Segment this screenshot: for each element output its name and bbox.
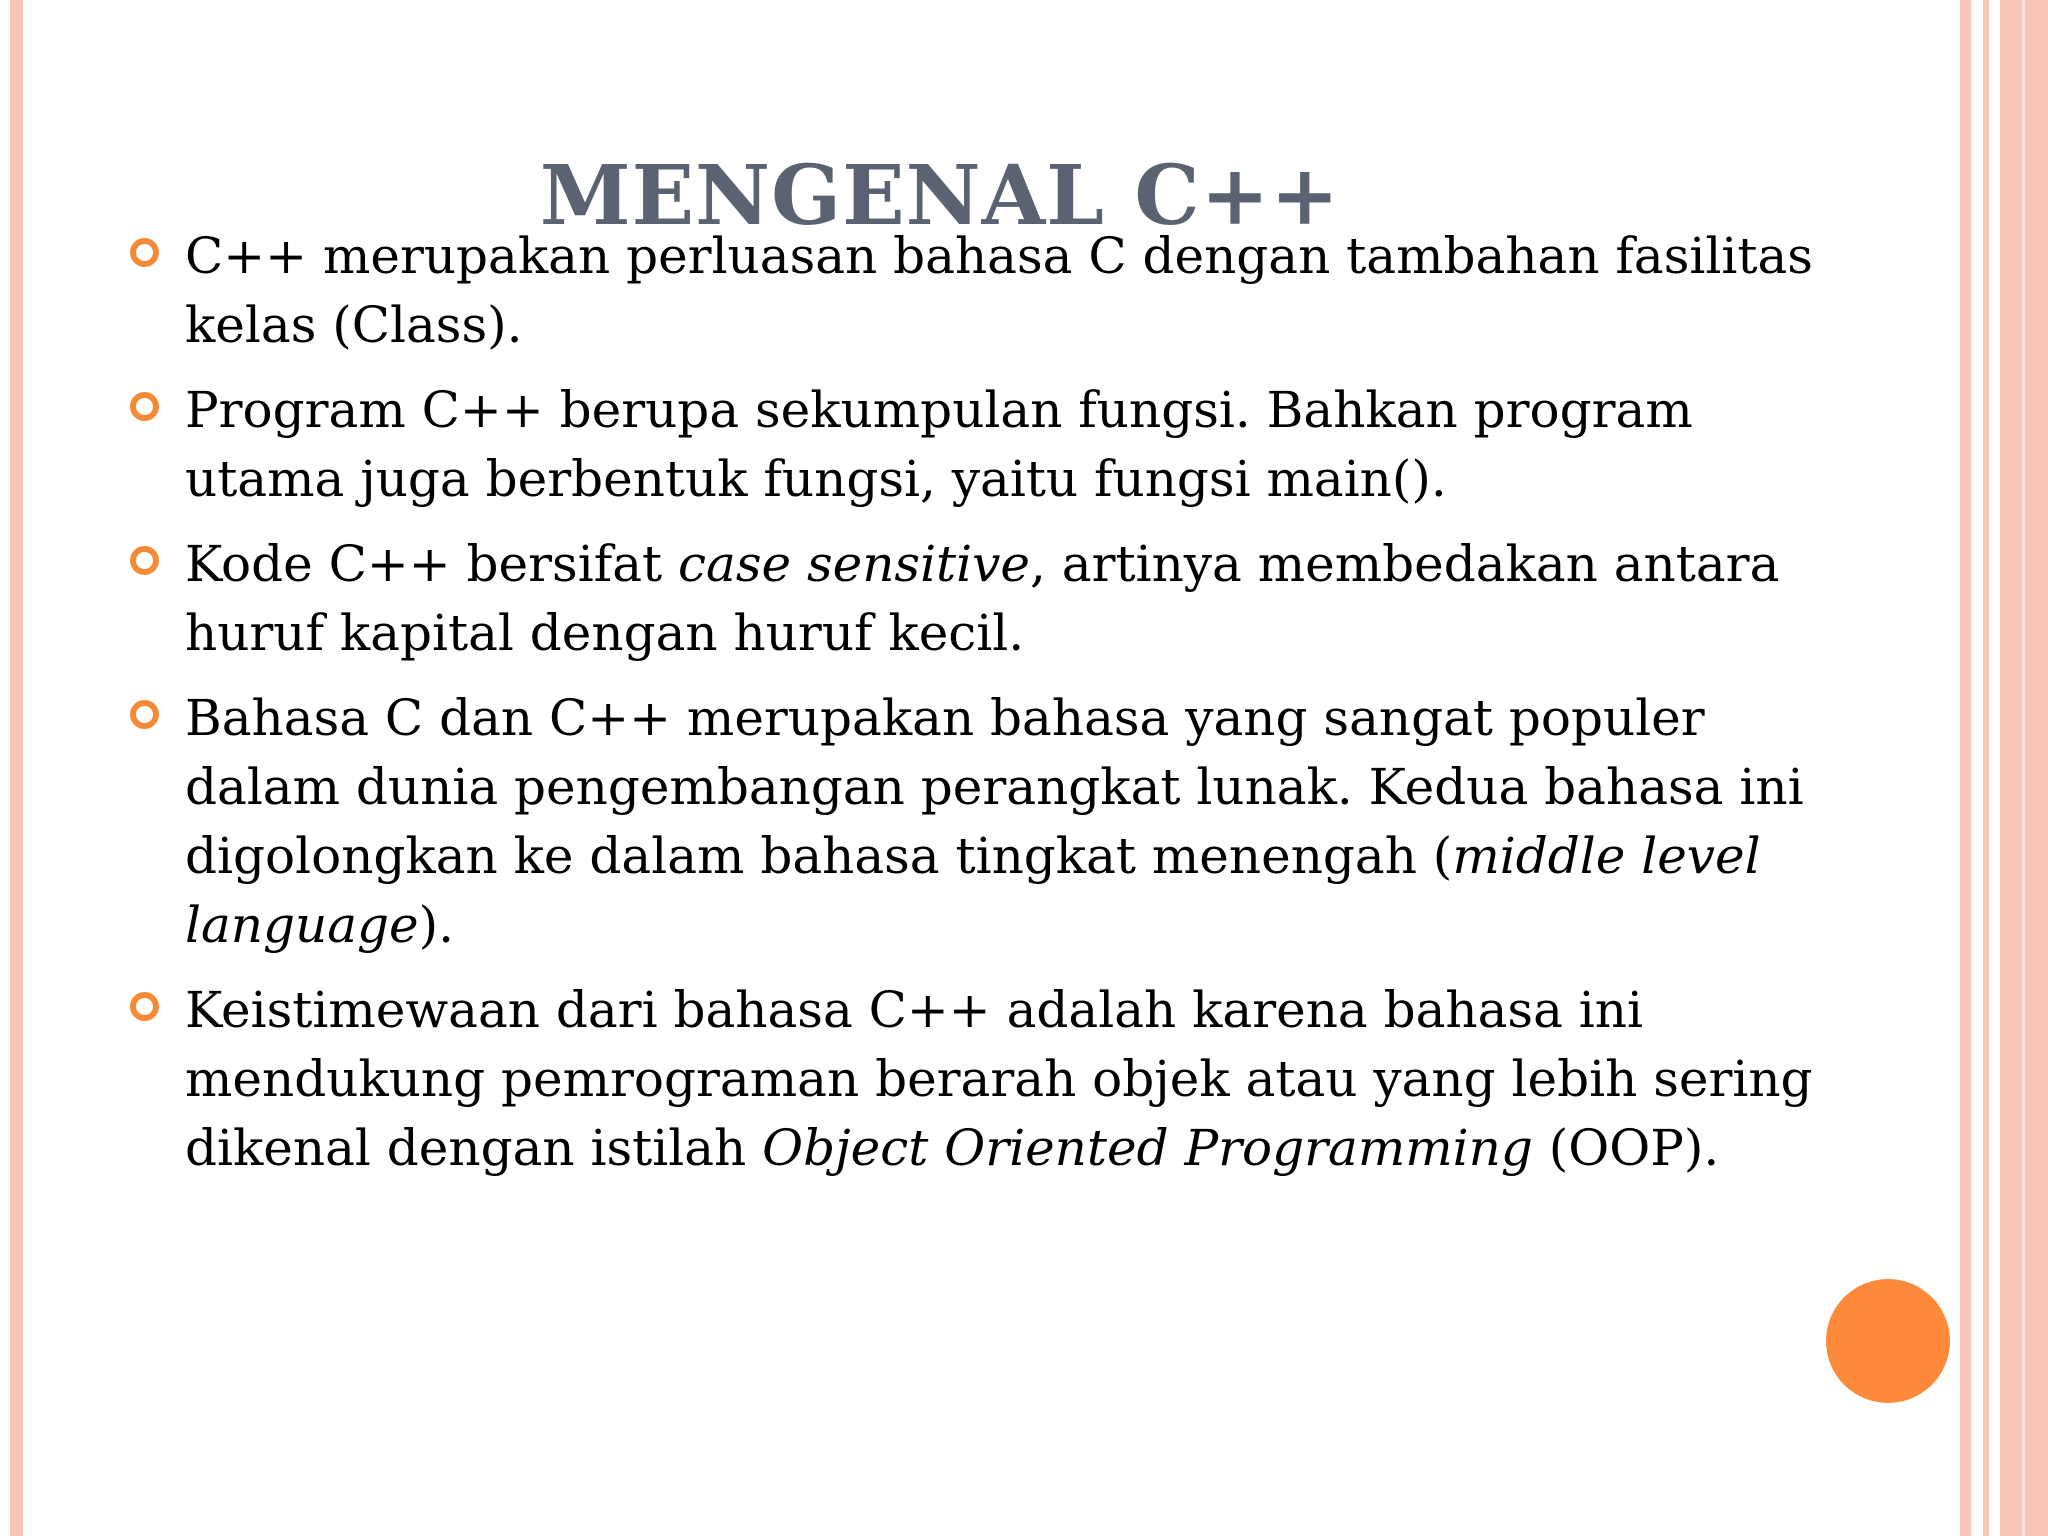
hollow-circle-bullet-icon <box>130 700 159 729</box>
bullet-text: C++ merupakan perluasan bahasa C dengan tambahan fasilitas kelas (Class). <box>185 227 1813 354</box>
bullet-emphasis: case sensitive <box>678 535 1030 593</box>
bullet-item <box>130 684 1850 960</box>
bullet-text: , artinya membedakan antara huruf kapital dengan huruf kecil. <box>185 535 1780 662</box>
hollow-circle-bullet-icon <box>130 546 159 575</box>
bullet-text: Program C++ berupa sekumpulan fungsi. Bahkan program utama juga berbentuk fungsi, yaitu fungsi main(). <box>185 381 1693 508</box>
right-border-stripe-1 <box>1960 0 1971 1536</box>
right-border-stripe-2 <box>1983 0 1989 1536</box>
bullet-text: ). <box>418 896 455 954</box>
hollow-circle-bullet-icon <box>130 992 159 1021</box>
bullet-item <box>130 976 1850 1183</box>
bullet-list <box>130 222 1850 1199</box>
hollow-circle-bullet-icon <box>130 238 159 267</box>
bullet-text: (OOP). <box>1532 1119 1720 1177</box>
right-border-highlight <box>2022 0 2025 1536</box>
bullet-text: Bahasa C dan C++ merupakan bahasa yang sangat populer dalam dunia pengembangan perangkat lunak. Kedua bahasa ini digolongkan ke dalam bahasa tingkat menengah ( <box>185 689 1804 885</box>
bullet-emphasis: middle level language <box>185 827 1761 954</box>
bullet-emphasis: Object Oriented Programming <box>762 1119 1533 1177</box>
hollow-circle-bullet-icon <box>130 392 159 421</box>
bullet-item <box>130 530 1850 668</box>
slide-title: MENGENAL C++ <box>539 147 1341 244</box>
bullet-text: Keistimewaan dari bahasa C++ adalah karena bahasa ini mendukung pemrograman berarah objek atau yang lebih sering dikenal dengan istilah <box>185 981 1813 1177</box>
bullet-text: Kode C++ bersifat <box>185 535 678 593</box>
bullet-item <box>130 222 1850 360</box>
bullet-item <box>130 376 1850 514</box>
orange-dot <box>1826 1279 1950 1403</box>
